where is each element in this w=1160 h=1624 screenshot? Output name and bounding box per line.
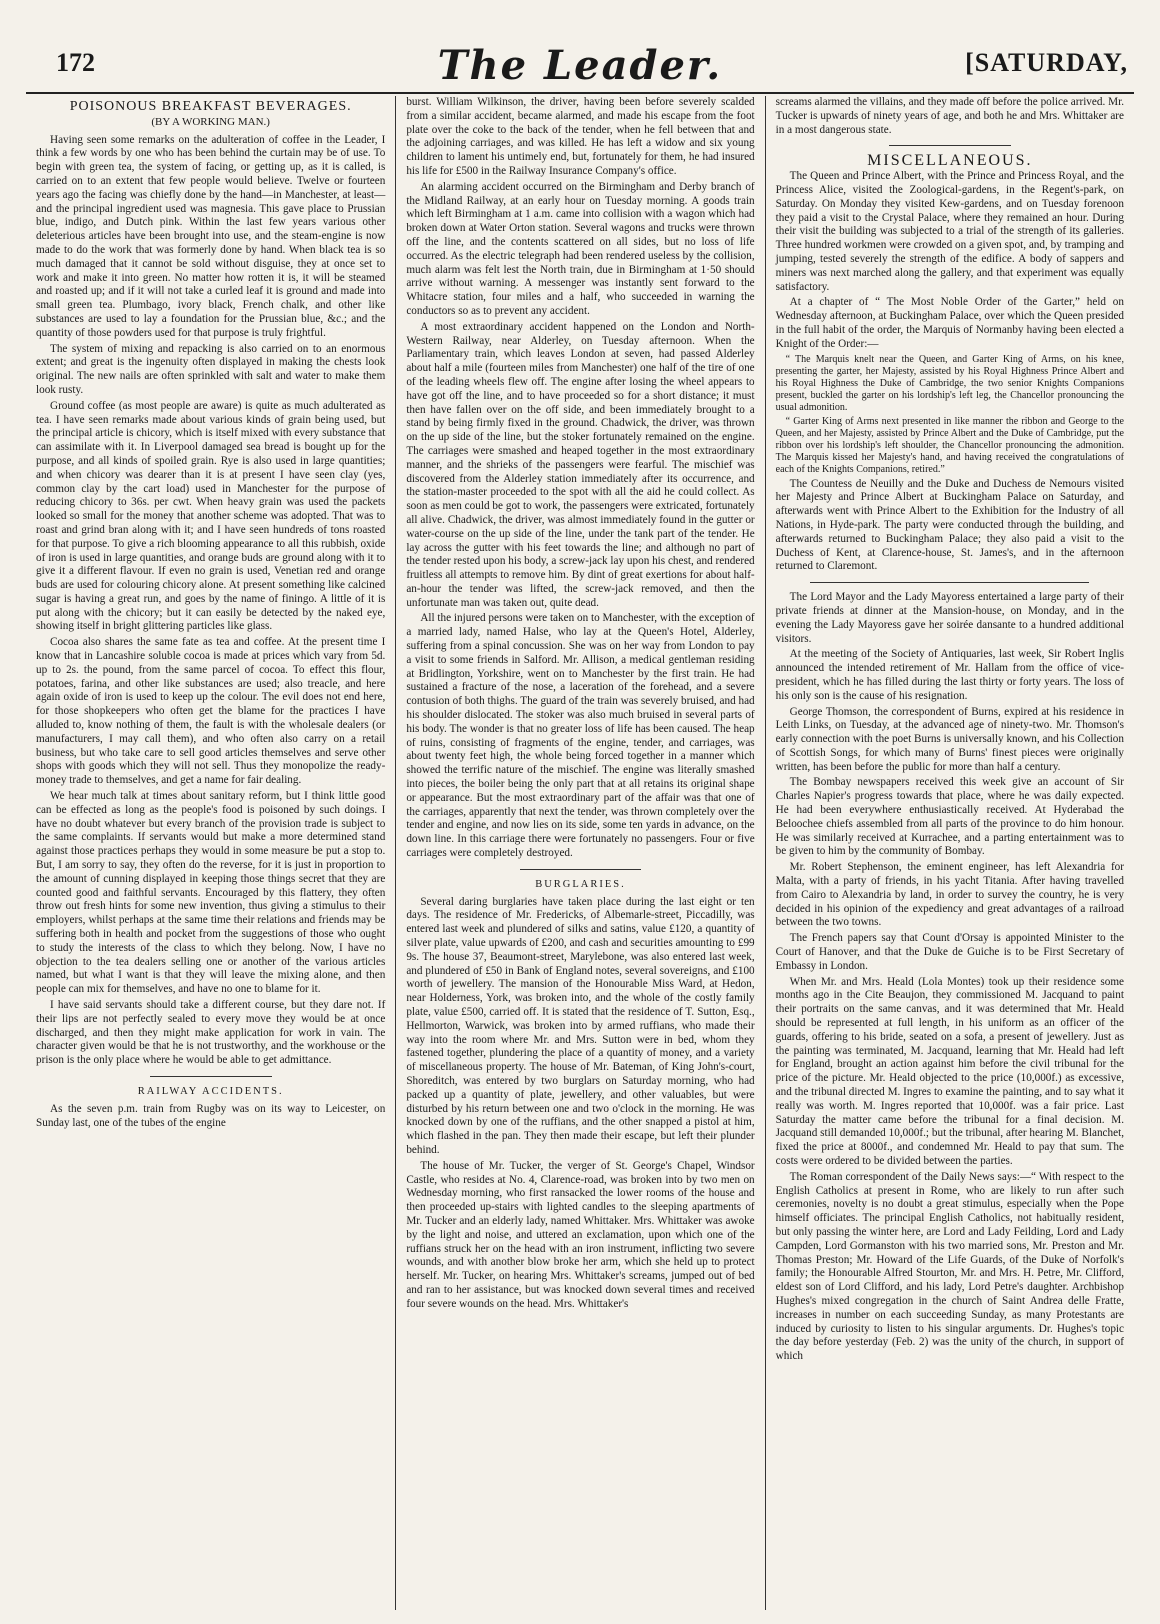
paragraph: Ground coffee (as most people are aware) is quite as much adulterated as tea. I have seen remarks made about various kinds of grain being used, but the principal article is chicory, which is itself mixed with every substance that can assimilate with it. In Liverpool damaged sea bread is bought up for the purpose, and all kinds of spoiled grain. Rye is also used in large quantities; and when chicory was dearer than it is at present I have seen clay (yes, common clay by the cart load) used in Manchester for the purpose of reducing chicory to 36s. per cwt. When heavy grain was used the packets looked so small for the money that another scheme was adopted. That was to roast and grind bran along with it; and I have seen hundreds of tons roasted for that purpose. To give a rich blooming appearance to all this rubbish, oxide of iron is used in large quantities, and orange buds are ground along with it to give it a different flavour. If even no grain is used, Venetian red and orange buds are used for colouring chicory alone. At present something like calcined sugar is having a great run, and goes by the name of finingo. A little of it is put along with the chicory; but it can easily be detected by the naked eye, showing itself in bright glittering particles like glass. bbox=[36, 399, 386, 633]
paragraph: Several daring burglaries have taken place during the last eight or ten days. The residence of Mr. Fredericks, of Albemarle-street, Piccadilly, was entered last week and plundered of silks and satins, value £120, a quantity of silver plate, value upwards of £200, and cash and securities amounting to £99 9s. The house 37, Beaumont-street, Marylebone, was also entered last week, and plundered of £50 in Bank of England notes, several sovereigns, and £100 worth of jewellery. The mansion of the Honourable Miss Ward, at Hedon, near Holderness, York, was broken into, and the whole of the costly family plate, value £500, carried off. It is stated that the residence of T. Sutton, Esq., Hellmorton, Warwick, was broken into by armed ruffians, who made their way into the room where Mr. and Mrs. Sutton were in bed, whom they fastened together, plundering the place of a quantity of money, and a variety of miscellaneous property. The house of Mr. Bateman, of King John's-court, Shoreditch, was entered by two burglars on Saturday morning, who had packed up a quantity of plate, jewellery, and other valuables, but were disturbed by his return between one and two o'clock in the morning. He was knocked down by one of the ruffians, and the other snapped a pistol at him, which flashed in the pan. They then made their escape, but left their plunder behind. bbox=[406, 895, 755, 1156]
paragraph: We hear much talk at times about sanitary reform, but I think little good can be effected as long as the people's food is poisoned by such doings. I have no doubt whatever but every branch of the provision trade is subject to the same complaints. If servants would but make a more determined stand against those practices perhaps they would in some measure be put a stop to. But, I am sorry to say, they often do the reverse, for it is just in proportion to the amount of cunning displayed in keeping those things secret that they are counted good and faithful servants. Encouraged by this flattery, they often throw out fresh hints for some new invention, thus giving a stimulus to their employers, whilst perhaps at the same time their relations and friends may be suffering both in health and pocket from the suggestions of those who ought to study the interests of the class to which they belong. Now, I have no objection to the tea dealers selling one or another of the various articles named, but what I want is that they will leave the mixing alone, and then people can mix for themselves, and have no one to blame for it. bbox=[36, 790, 386, 996]
paragraph: An alarming accident occurred on the Birmingham and Derby branch of the Midland Railway, at an early hour on Tuesday morning. A goods train which left Birmingham at 1 a.m. came into collision with a wagon which had broken down at Water Orton station. Several wagons and trucks were thrown off the line, and the contents scattered on all sides, but no loss of life occurred. As the electric telegraph had been rendered useless by the collision, much alarm was felt lest the North train, due in Birmingham at 1·50 should arrive without warning. A messenger was instantly sent forward to the Whitacre station, four miles and a half, who succeeded in warning the conductors so as to prevent any accident. bbox=[406, 180, 755, 317]
paragraph: Cocoa also shares the same fate as tea and coffee. At the present time I know that in Lancashire soluble cocoa is made at prices which vary from 5d. up to 2s. the pound, from the same parcel of cocoa. To effect this flour, potatoes, farina, and other like substances are used; also treacle, and here again oxide of iron is used to keep up the colour. The evil does not end here, for those shopkeepers who often get the blame for the practices I have alluded to, know nothing of them, the fault is with the wholesale dealers (or manufacturers, I may call them), and who often also carry on a retail business, but who take care to sell good articles themselves and serve other shops with goods which they will not sell. Thus they monopolize the ready-money trade to themselves, and get a name for fair dealing. bbox=[36, 636, 386, 787]
paragraph: screams alarmed the villains, and they made off before the police arrived. Mr. Tucker is upwards of ninety years of age, and both he and Mrs. Whittaker are in a most dangerous state. bbox=[775, 96, 1124, 136]
section-divider bbox=[150, 1076, 272, 1077]
paragraph: The Bombay newspapers received this week give an account of Sir Charles Napier's progress towards that place, where he was daily expected. He had been everywhere enthusiastically received. At Hyderabad the Beloochee chiefs assembled from all parts of the province to do him honour. He was similarly received at Kurrachee, and a parting entertainment was to be given to him by the community of Bombay. bbox=[775, 776, 1124, 858]
paragraph: I have said servants should take a different course, but they dare not. If their lips are not perfectly sealed to every move they would be at once discharged, and then they might make application for work in vain. The character given would be that he is not trustworthy, and the workhouse or the prison is the only place where he would be able to get admittance. bbox=[36, 999, 386, 1067]
article-title-miscellaneous: MISCELLANEOUS. bbox=[867, 152, 1033, 170]
paragraph: The house of Mr. Tucker, the verger of St. George's Chapel, Windsor Castle, who resides at No. 4, Clarence-road, was broken into by two men on Wednesday morning, who first ransacked the lower rooms of the house and then proceeded up-stairs with lighted candles to the sleeping apartments of Mr. Tucker and an elderly lady, named Whittaker. Mrs. Whittaker was awoke by the light and noise, and uttered an exclamation, upon which one of the ruffians struck her on the head with an iron instrument, inflicting two severe wounds, and with another blow broke her arm, which she held up to protect herself. Mr. Tucker, on hearing Mrs. Whittaker's screams, jumped out of bed and ran to her assistance, but was knocked down several times and received four severe wounds on the head. Mrs. Whittaker's bbox=[406, 1159, 755, 1310]
paragraph: Having seen some remarks on the adulteration of coffee in the Leader, I think a few words by one who has been behind the curtain may be of use. To begin with green tea, the system of facing, or getting up, as it is called, is carried on to an extent that few people would believe. Twelve or fourteen years ago the facing was chiefly done by the hand—in Manchester, at least—and the principal ingredient used was magnesia. This gave place to Prussian blue, indigo, and Dutch pink. Within the last few years various other deleterious articles have been brought into use, and the steam-engine is now made to do the work that was formerly done by hand. When black tea is so much damaged that it cannot be sold without disguise, they at once set to work and make it into green. No matter how rotten it is, it will be steamed and roasted up; and if it will not take a curled leaf it is ground and made into small green tea. Plumbago, ivory black, French chalk, and other like substances are used to lay a foundation for the Prussian blue, &c.; and the quantity of those powders used for that purpose is truly frightful. bbox=[36, 133, 386, 339]
quote-paragraph: “ Garter King of Arms next presented in like manner the ribbon and George to the Queen, and her Majesty, assisted by Prince Albert and the Duke of Cambridge, put the ribbon over his lordship's left shoulder, the Chancellor pronouncing the admonition. The Marquis kissed her Majesty's hand, and having received the congratulations of each of the Knights Companions, retired.” bbox=[775, 415, 1124, 475]
article-title-poisonous-beverages: POISONOUS BREAKFAST BEVERAGES. bbox=[69, 99, 352, 114]
paragraph: Mr. Robert Stephenson, the eminent engineer, has left Alexandria for Malta, with a party of friends, in his yacht Titania. After having travelled from Cairo to Alexandria by land, in order to survey the country, he is very decided in his opinion of the expediency and great advantages of a railroad between the two towns. bbox=[775, 861, 1124, 929]
block-quote bbox=[776, 354, 1124, 476]
paragraph: At a chapter of “ The Most Noble Order of the Garter,” held on Wednesday afternoon, at Buckingham Palace, over which the Queen presided in the full habit of the order, the Marquis of Normanby having been elected a Knight of the Order:— bbox=[775, 296, 1124, 350]
paragraph: George Thomson, the correspondent of Burns, expired at his residence in Leith Links, on Tuesday, at the advanced age of ninety-two. Mr. Thomson's early connection with the poet Burns is universally known, and his Collection of Scottish Songs, for which many of Burns' finest pieces were originally written, has been before the public for more than half a century. bbox=[775, 705, 1124, 773]
article-title-railway-accidents: RAILWAY ACCIDENTS. bbox=[137, 1085, 284, 1097]
quote-paragraph: “ The Marquis knelt near the Queen, and Garter King of Arms, on his knee, presenting the garter, her Majesty, assisted by his Royal Highness Prince Albert and his Royal Highness the Duke of Cambridge, the two senior Knights Companions present, buckled the garter on his lordship's left leg, the Chancellor pronouncing the usual admonition. bbox=[775, 353, 1124, 413]
column-1 bbox=[26, 96, 395, 1610]
column-2 bbox=[395, 96, 764, 1610]
paragraph: When Mr. and Mrs. Heald (Lola Montes) took up their residence some months ago in the Cite Beaujon, they commissioned M. Jacquand to paint their portraits on the same canvas, and it was determined that Mr. Heald should be represented at full length, in his uniform as an officer of the guards, offering to his bride, seated on a sofa, a present of jewellery. Just as the painting was terminated, M. Jacquand, learning that Mr. Heald had left for England, brought an action against him before the civil tribunal for the price of the picture. Mr. Heald objected to the price (10,000f.) as excessive, and the tribunal directed M. Ingres to examine the painting, and to say what it really was worth. M. Ingres reported that 10,000f. was a fair price. Last Saturday the matter came before the tribunal for a final decision. M. Jacquand still demanded 10,000f.; but the tribunal, after hearing M. Blanchet, fixed the price at 8000f., and condemned Mr. Heald to pay that sum. The costs were ordered to be divided between the parties. bbox=[775, 975, 1124, 1167]
masthead bbox=[26, 42, 1134, 92]
section-divider bbox=[810, 582, 1089, 583]
section-divider bbox=[889, 145, 1011, 146]
article-columns bbox=[26, 96, 1134, 1610]
paragraph: The Queen and Prince Albert, with the Prince and Princess Royal, and the Princess Alice, visited the Zoological-gardens, in the Regent's-park, on Saturday. On Monday they visited Kew-gardens, and on Tuesday forenoon they paid a visit to the Crystal Palace, where they remained an hour. During their visit the building was subjected to a trial of the strength of its galleries. Three hundred workmen were crowded on a given spot, and, by tramping and jumping, tested severely the strength of the edifice. A body of sappers and miners was next marched along the gallery, and that experiment was equally satisfactory. bbox=[775, 170, 1124, 293]
paragraph: As the seven p.m. train from Rugby was on its way to Leicester, on Sunday last, one of the tubes of the engine bbox=[36, 1102, 386, 1129]
section-divider bbox=[520, 869, 642, 870]
header-rule bbox=[26, 92, 1134, 94]
issue-day: [SATURDAY, bbox=[965, 48, 1128, 77]
newspaper-title: The Leader. bbox=[437, 42, 723, 89]
paragraph: The system of mixing and repacking is also carried on to an enormous extent; and great is the ingenuity often displayed in making the chests look original. The new nails are often sprinkled with salt and water to make them look rusty. bbox=[36, 342, 386, 396]
article-title-burglaries: BURGLARIES. bbox=[535, 878, 626, 890]
paragraph: At the meeting of the Society of Antiquaries, last week, Sir Robert Inglis announced the intended retirement of Mr. Hallam from the office of vice-president, which he has filled during the last thirty or forty years. The loss of his only son is the cause of his resignation. bbox=[775, 648, 1124, 702]
paragraph: The Countess de Neuilly and the Duke and Duchess de Nemours visited her Majesty and Prince Albert at Buckingham Palace on Saturday, and afterwards went with Prince Albert to the Exhibition for the Industry of all Nations, in Hyde-park. The party were conducted through the building, and afterwards returned to Buckingham Palace; they also paid a visit to the Duchess of Kent, at Clarence-house, St. James's, and in the afternoon returned to Claremont. bbox=[775, 477, 1124, 573]
paragraph: The French papers say that Count d'Orsay is appointed Minister to the Court of Hanover, and that the Duke de Guiche is to be First Secretary of Embassy in London. bbox=[775, 932, 1124, 972]
article-byline: (BY A WORKING MAN.) bbox=[151, 115, 270, 128]
paragraph: The Roman correspondent of the Daily News says:—“ With respect to the English Catholics at present in Rome, who are likely to run after such ceremonies, novelty is no doubt a great stimulus, especially when the Pope himself officiates. The principal English Catholics, not habitually resident, but only passing the winter here, are Lord and Lady Feilding, Lord and Lady Campden, Lord Gormanston with his two married sons, Mr. Preston and Mr. Thomas Preston; Mr. Howard of the Life Guards, of the Duke of Norfolk's family; the Honourable Alfred Stourton, Mr. and Mrs. H. Petre, Mr. Clifford, eldest son of Lord Clifford, and his lady, Lord Petre's daughter. Archbishop Hughes's mixed congregation in the church of Saint Andrea delle Fratte, increases in number on each succeeding Sunday, as many Protestants are induced by curiosity to listen to his singular arguments. Dr. Hughes's topic the day before yesterday (Feb. 2) was the unity of the church, in support of which bbox=[775, 1170, 1124, 1363]
column-3 bbox=[765, 96, 1134, 1610]
paragraph: All the injured persons were taken on to Manchester, with the exception of a married lady, named Halse, who lay at the Queen's Hotel, Alderley, suffering from a spinal concussion. She was on her way from London to pay a visit to some friends in Salford. Mr. Allison, a medical gentleman residing at Bridlington, Yorkshire, went on to Manchester by the first train. He had sustained a fracture of the nose, a laceration of the forehead, and a severe contusion of both thighs. The guard of the train was severely bruised, and had his shoulder dislocated. The stoker was also much bruised in several parts of his body. The wonder is that no greater loss of life has been caused. The heap of ruins, consisting of fragments of the engine, tender, and carriages, was about twenty feet high, the whole being forced together in a manner which showed the terrific nature of the mischief. The engine was literally smashed into pieces, the boiler being the only part that at all retains its original shape or appearance. But the most extraordinary part of the affair was that one of the carriages, apparently that next the tender, was thrown completely over the tender and engine, and now lies on its side, some ten yards in advance, on the down line. In this carriage there were fortunately no passengers. Four or five carriages were completely destroyed. bbox=[406, 612, 755, 860]
paragraph: burst. William Wilkinson, the driver, having been before severely scalded from a similar accident, became alarmed, and made his escape from the foot plate over the coke to the back of the tender, when he fell between that and the adjoining carriages, and was killed. He has left a widow and six young children to lament his untimely end, but, fortunately for them, he had insured his life for £500 in the Railway Insurance Company's office. bbox=[406, 96, 755, 177]
paragraph: The Lord Mayor and the Lady Mayoress entertained a large party of their private friends at dinner at the Mansion-house, on Monday, and in the evening the Lady Mayoress gave her soirée dansante to a hundred additional visitors. bbox=[775, 591, 1124, 645]
page-number: 172 bbox=[56, 48, 95, 77]
paragraph: A most extraordinary accident happened on the London and North-Western Railway, near Alderley, on Tuesday afternoon. When the Parliamentary train, which leaves London at seven, had passed Alderley about half a mile (fourteen miles from Manchester) one half of the tire of one of the leading wheels flew off. The engine after losing the wheel appears to have got off the line, and to have proceeded so for a short distance; it must then have fallen over on the off side, and been immediately brought to a stand by being firmly fixed in the ground. Chadwick, the driver, was thrown on the up side of the line, but the stoker fortunately remained on the engine. The carriages were smashed and heaped together in the most extraordinary manner, and the shrieks of the passengers were fearful. The mischief was discovered from the Alderley station immediately after its occurrence, and the station-master proceeded to the spot with all the aid he could collect. As soon as men could be got to work, the passengers were extricated, fortunately all alive. Chadwick, the driver, was almost immediately found in the gutter or water-course on the up side of the line, under the tank part of the tender. He lay across the gutter with his feet towards the line; and although no part of the tender rested upon his body, a screw-jack lay upon his chest, and rendered fruitless all attempts to remove him. By dint of great exertions for about half-an-hour the tender was lifted, the screw-jack removed, and then the unfortunate man was taken out, quite dead. bbox=[406, 320, 755, 609]
